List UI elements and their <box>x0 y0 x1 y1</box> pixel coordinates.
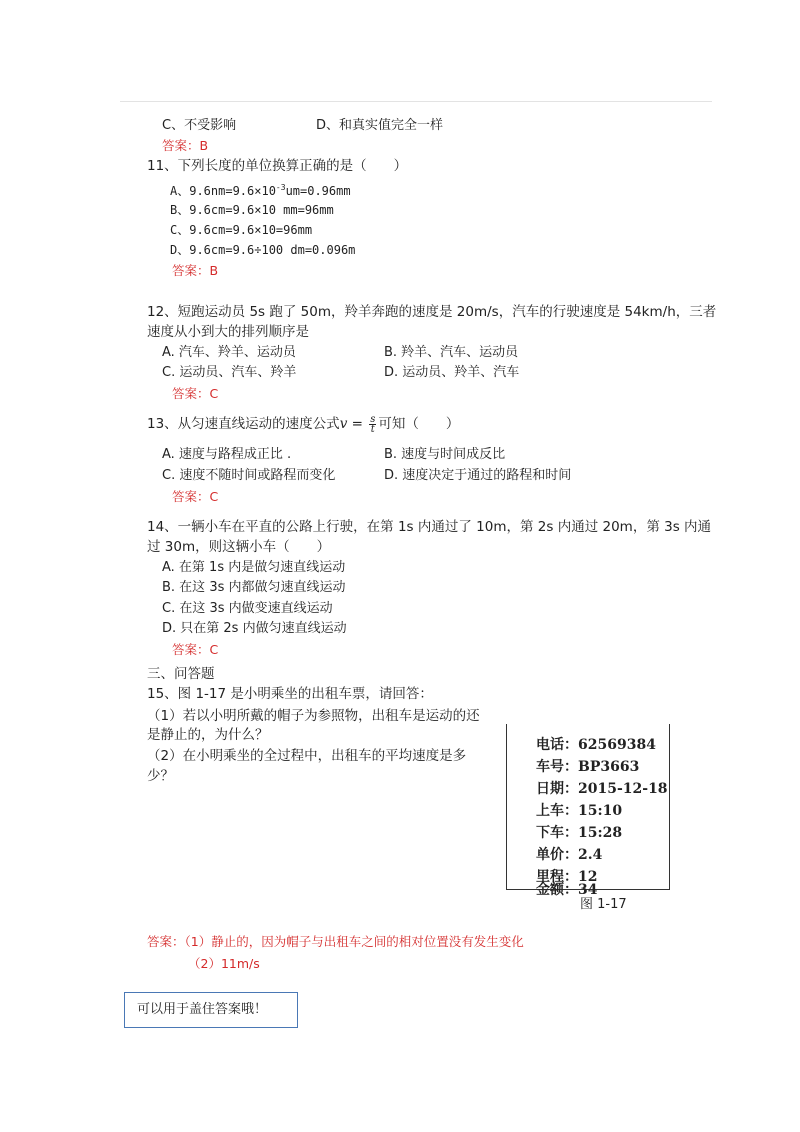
q10-option-c: C、不受影响 <box>162 118 237 133</box>
q11-option-b: B、9.6cm=9.6×10 mm=96mm <box>170 203 334 217</box>
ticket-amount: 金额：34 <box>536 882 598 898</box>
q14-stem-line2: 过 30m，则这辆小车（ ） <box>147 539 331 555</box>
ticket-board-time: 上车：15:10 <box>536 803 623 819</box>
q14-option-a: A. 在第 1s 内是做匀速直线运动 <box>162 560 346 575</box>
q11-option-a-post: um=0.96mm <box>285 184 351 198</box>
q13-option-b: B. 速度与时间成反比 <box>384 447 506 462</box>
q13-option-d: D. 速度决定于通过的路程和时间 <box>384 468 572 483</box>
ticket-alight-time: 下车：15:28 <box>536 825 623 841</box>
q12-stem-line2: 速度从小到大的排列顺序是 <box>147 324 309 340</box>
q14-option-c: C. 在这 3s 内做变速直线运动 <box>162 601 333 616</box>
q11-option-a-exponent: -3 <box>275 183 286 192</box>
q13-formula-eq: = <box>347 416 368 432</box>
q13-option-c: C. 速度不随时间或路程而变化 <box>162 468 336 483</box>
q12-option-d: D. 运动员、羚羊、汽车 <box>384 365 520 380</box>
figure-caption: 图 1-17 <box>580 897 627 912</box>
q13-formula-fraction <box>369 415 376 434</box>
q15-part2-line1: （2）在小明乘坐的全过程中，出租车的平均速度是多 <box>147 748 467 764</box>
q12-option-c: C. 运动员、汽车、羚羊 <box>162 365 297 380</box>
q11-option-c: C、9.6cm=9.6×10=96mm <box>170 223 313 237</box>
q10-option-d: D、和真实值完全一样 <box>316 118 444 133</box>
q13-stem <box>147 413 459 435</box>
q11-answer: 答案：B <box>172 263 219 278</box>
q15-part2-line2: 少？ <box>147 768 174 784</box>
q12-answer: 答案：C <box>172 386 219 401</box>
q11-option-d: D、9.6cm=9.6÷100 dm=0.096m <box>170 243 356 257</box>
q14-option-d: D. 只在第 2s 内做匀速直线运动 <box>162 621 347 636</box>
ticket-distance: 里程：12 <box>536 869 598 885</box>
q11-option-a <box>170 180 351 199</box>
q12-stem-line1: 12、短跑运动员 5s 跑了 50m，羚羊奔跑的速度是 20m/s，汽车的行驶速度是 54km/h，三者 <box>147 304 717 320</box>
q15-part1-line1: （1）若以小明所戴的帽子为参照物，出租车是运动的还 <box>147 708 480 724</box>
q13-formula-numerator: s <box>370 413 376 425</box>
ticket-date: 日期：2015-12-18 <box>536 781 668 797</box>
ticket-car-number: 车号：BP3663 <box>536 759 640 775</box>
q13-formula-v: v <box>339 416 348 432</box>
q15-stem: 15、图 1-17 是小明乘坐的出租车票，请回答： <box>147 686 433 702</box>
q11-option-a-pre: A、9.6nm=9.6×10 <box>170 184 276 198</box>
ticket-unit-price: 单价：2.4 <box>536 847 603 863</box>
top-divider <box>120 101 712 102</box>
answer-cover-note: 可以用于盖住答案哦！ <box>124 992 298 1028</box>
q13-answer: 答案：C <box>172 489 219 504</box>
section3-heading: 三、问答题 <box>147 666 215 682</box>
q10-answer: 答案：B <box>162 138 209 153</box>
q13-formula-denominator: t <box>370 423 375 435</box>
q13-option-a: A. 速度与路程成正比 . <box>162 447 292 462</box>
q15-part1-line2: 是静止的，为什么？ <box>147 727 269 743</box>
q14-option-b: B. 在这 3s 内都做匀速直线运动 <box>162 580 346 595</box>
q12-option-a: A. 汽车、羚羊、运动员 <box>162 345 296 360</box>
q14-stem-line1: 14、一辆小车在平直的公路上行驶，在第 1s 内通过了 10m，第 2s 内通过 20m，第 3s 内通 <box>147 519 712 535</box>
q13-stem-post: 可知（ ） <box>378 416 460 432</box>
ticket-phone: 电话：62569384 <box>536 737 656 753</box>
q15-answer-line1: 答案：（1）静止的，因为帽子与出租车之间的相对位置没有发生变化 <box>147 934 524 949</box>
q11-stem: 11、下列长度的单位换算正确的是（ ） <box>147 158 408 174</box>
q15-answer-line2: （2）11m/s <box>188 956 260 971</box>
q14-answer: 答案：C <box>172 642 219 657</box>
q13-stem-pre: 13、从匀速直线运动的速度公式 <box>147 416 340 432</box>
q12-option-b: B. 羚羊、汽车、运动员 <box>384 345 519 360</box>
